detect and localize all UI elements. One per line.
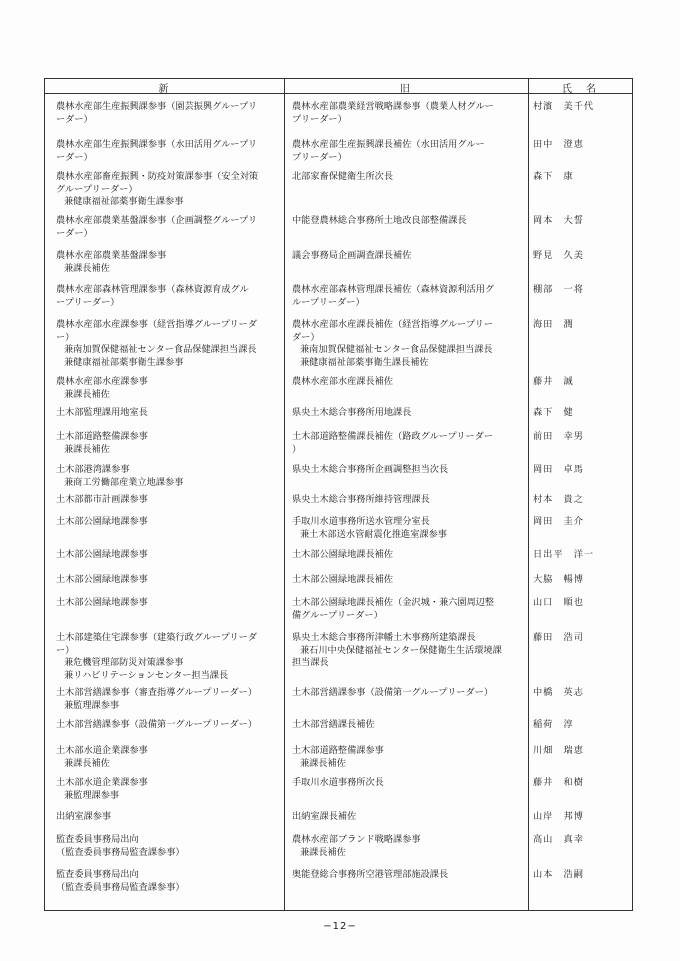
new-post-cell [56,407,286,420]
person-name: 日出平 洋一 [533,549,595,560]
old-post-cell [292,745,522,770]
new-post-line: ー） [56,644,75,656]
new-post-cell [56,632,286,682]
new-post-cell [56,516,286,529]
old-post-line: 農林水産部ブランド戦略課参事 [292,834,421,845]
new-post-line: 土木部道路整備課参事 [56,431,148,442]
person-name: 前田 幸男 [533,431,584,442]
old-post-cell [292,687,522,700]
new-post-line: 土木部営繕課参事（設備第一グループリーダー） [56,719,258,730]
person-name: 山本 浩嗣 [533,869,584,880]
old-post-line: ダー） [292,331,320,343]
new-post-line: ー） [56,331,75,343]
old-post-line: 兼南加賀保健福祉センター食品保健課担当課長 [300,344,493,355]
new-post-line: 兼課長補佐 [64,757,110,769]
person-name: 村本 貴之 [533,494,584,505]
person-name: 中橋 英志 [533,687,584,698]
new-post-line: 農林水産部農業基盤課参事（企画調整グループリ [56,215,258,226]
person-name: 村濱 美千代 [533,101,595,112]
new-post-line: 兼監理課参事 [64,789,120,801]
old-post-cell [292,376,522,389]
new-post-line: 兼リハビリテーションセンター担当課長 [64,669,229,681]
table-header [45,79,632,94]
old-post-line: 手取川水道事務所送水管理分室長 [292,516,430,527]
old-post-line: 農林水産部生産振興課長補佐（水田活用グルー [292,139,485,150]
new-post-line: 兼商工労働部産業立地課参事 [64,476,184,488]
old-post-line: 土木部公園緑地課長補佐 [292,574,394,585]
new-post-cell [56,597,286,610]
old-post-line: 中能登農林総合事務所土地改良部整備課長 [292,215,467,226]
new-post-line: 兼健康福祉部薬事衛生課参事 [64,196,184,207]
new-post-line: 土木部建築住宅課参事（建築行政グループリーダ [56,632,258,643]
new-post-cell [56,101,286,126]
page-number: −12− [323,921,357,932]
column-divider [528,79,529,910]
person-name: 稲荷 淳 [533,719,574,730]
person-name: 岡田 圭介 [533,516,584,527]
old-post-line: ループリーダー） [292,296,365,308]
person-name: 川畑 瑞恵 [533,745,584,756]
new-post-cell [56,431,286,456]
old-post-cell [292,407,522,420]
old-post-line: 兼課長補佐 [300,757,346,769]
person-name: 藤井 和樹 [533,777,584,788]
new-post-cell [56,139,286,164]
new-post-cell [56,811,286,824]
new-post-cell [56,834,286,859]
new-post-line: 農林水産部森林管理課参事（森林資源育成グル [56,284,249,295]
old-post-line: 兼石川中央保健福祉センター保健衛生生活環境課 [300,644,502,656]
new-post-cell [56,719,286,732]
old-post-line: 土木部営繕課参事（設備第一グループリーダー） [292,687,494,698]
old-post-line: 兼健康福祉部薬事衛生課長補佐 [300,356,429,368]
old-post-line: 兼土木部送水管耐震化推進室課参事 [300,528,447,540]
old-post-cell [292,464,522,477]
new-post-line: 兼危機管理部防災対策課参事 [64,657,184,668]
new-post-cell [56,250,286,275]
person-name: 田中 澄恵 [533,139,584,150]
person-name: 森下 健 [533,407,574,418]
new-post-line: 農林水産部畜産振興・防疫対策課参事（安全対策 [56,171,259,182]
old-post-cell [292,834,522,859]
old-post-line: 土木部道路整備課長補佐（路政グループリーダー [292,431,494,442]
new-post-line: 兼課長補佐 [64,262,110,274]
header-name: 氏 名 [562,84,598,95]
new-post-line: 農林水産部農業基盤課参事 [56,250,167,261]
old-post-line: 県央土木総合事務所維持管理課長 [292,494,430,505]
new-post-line: 兼課長補佐 [64,443,110,455]
old-post-line: 県央土木総合事務所企画調整担当次長 [292,464,449,475]
new-post-line: 監査委員事務局出向 [56,869,139,880]
new-post-line: グループリーダー） [56,183,138,195]
old-post-cell [292,431,522,456]
new-post-line: 土木部公園緑地課参事 [56,574,148,585]
new-post-line: 土木部監理課用地室長 [56,407,148,418]
new-post-line: 土木部港湾課参事 [56,464,130,475]
old-post-line: 県央土木総合事務所津幡土木事務所建築課長 [292,632,476,643]
new-post-line: 監査委員事務局出向 [56,834,139,845]
person-name: 藤田 浩司 [533,632,584,643]
person-name: 山口 順也 [533,597,584,608]
new-post-line: （監査委員事務局監査課参事） [56,881,185,893]
old-post-cell [292,869,522,882]
new-post-line: 土木部水道企業課参事 [56,745,148,756]
old-post-line: 農林水産部森林管理課長補佐（森林資源利活用グ [292,284,495,295]
new-post-cell [56,549,286,562]
new-post-line: 土木部都市計画課参事 [56,494,148,505]
new-post-cell [56,574,286,587]
new-post-cell [56,869,286,894]
new-post-line: ーダー） [56,151,93,163]
new-post-line: 兼健康福祉部薬事衛生課参事 [64,356,184,368]
old-post-line: 農林水産部農業経営戦略課参事（農業人材グルー [292,101,494,112]
new-post-line: ーダー） [56,113,93,125]
old-post-cell [292,250,522,263]
old-post-cell [292,101,522,126]
old-post-line: ） [292,443,302,455]
new-post-line: 農林水産部水産課参事（経営指導グループリーダ [56,319,258,330]
old-post-cell [292,284,522,309]
new-post-line: 兼南加賀保健福祉センター食品保健課担当課長 [64,344,257,355]
new-post-cell [56,494,286,507]
old-post-cell [292,574,522,587]
old-post-cell [292,494,522,507]
person-name: 大脇 暢博 [533,574,584,585]
old-post-cell [292,777,522,790]
person-name: 海田 潤 [533,319,574,330]
old-post-cell [292,632,522,670]
old-post-line: 農林水産部水産課長補佐 [292,376,394,387]
new-post-cell [56,215,286,240]
new-post-cell [56,376,286,401]
old-post-line: プリーダー） [292,151,347,163]
old-post-line: 土木部公園緑地課長補佐（金沢城・兼六園周辺整 [292,597,495,608]
header-new: 新 [158,84,171,95]
old-post-line: 土木部道路整備課参事 [292,745,384,756]
new-post-line: 農林水産部水産課参事 [56,376,148,387]
new-post-line: 農林水産部生産振興課参事（水田活用グループリ [56,139,258,150]
new-post-cell [56,171,286,209]
old-post-cell [292,215,522,228]
old-post-line: 農林水産部水産課長補佐（経営指導グループリー [292,319,494,330]
header-old: 旧 [400,84,412,95]
personnel-table [44,78,633,911]
old-post-line: 備グループリーダー） [292,609,383,621]
old-post-line: 土木部公園緑地課長補佐 [292,549,394,560]
new-post-line: 兼課長補佐 [64,388,110,400]
new-post-line: 土木部営繕課参事（審査指導グループリーダー） [56,687,258,698]
old-post-line: 土木部営繕課長補佐 [292,719,375,730]
old-post-line: プリーダー） [292,113,347,125]
new-post-line: 農林水産部生産振興課参事（園芸振興グループリ [56,101,258,112]
old-post-cell [292,719,522,732]
old-post-line: 手取川水道事務所次長 [292,777,384,788]
old-post-line: 兼課長補佐 [300,846,346,858]
new-post-line: ーダー） [56,227,93,239]
old-post-line: 出納室課長補佐 [292,811,357,822]
old-post-line: 担当課長 [292,657,329,668]
new-post-line: 兼監理課参事 [64,699,120,711]
person-name: 野見 久美 [533,250,584,261]
new-post-cell [56,319,286,369]
old-post-cell [292,549,522,562]
new-post-cell [56,777,286,802]
old-post-line: 県央土木総合事務所用地課長 [292,407,412,418]
new-post-line: 土木部公園緑地課参事 [56,549,148,560]
new-post-line: 土木部水道企業課参事 [56,777,148,788]
new-post-cell [56,687,286,712]
new-post-line: ープリーダー） [56,296,120,308]
person-name: 棚部 一将 [533,284,584,295]
new-post-line: 土木部公園緑地課参事 [56,597,148,608]
person-name: 岡田 卓馬 [533,464,584,475]
new-post-cell [56,464,286,489]
new-post-line: （監査委員事務局監査課参事） [56,846,185,858]
old-post-cell [292,171,522,184]
old-post-cell [292,597,522,622]
person-name: 藤井 誠 [533,376,574,387]
person-name: 高山 真幸 [533,834,584,845]
old-post-cell [292,319,522,369]
new-post-cell [56,745,286,770]
old-post-cell [292,811,522,824]
new-post-cell [56,284,286,309]
old-post-line: 議会事務局企画調査課長補佐 [292,250,412,261]
person-name: 岡本 大誓 [533,215,584,226]
old-post-line: 奥能登総合事務所空港管理部施設課長 [292,869,449,880]
person-name: 山岸 邦博 [533,811,584,822]
old-post-cell [292,516,522,541]
old-post-line: 北部家畜保健衛生所次長 [292,171,394,182]
person-name: 森下 康 [533,171,574,182]
new-post-line: 出納室課参事 [56,811,112,822]
old-post-cell [292,139,522,164]
new-post-line: 土木部公園緑地課参事 [56,516,148,527]
